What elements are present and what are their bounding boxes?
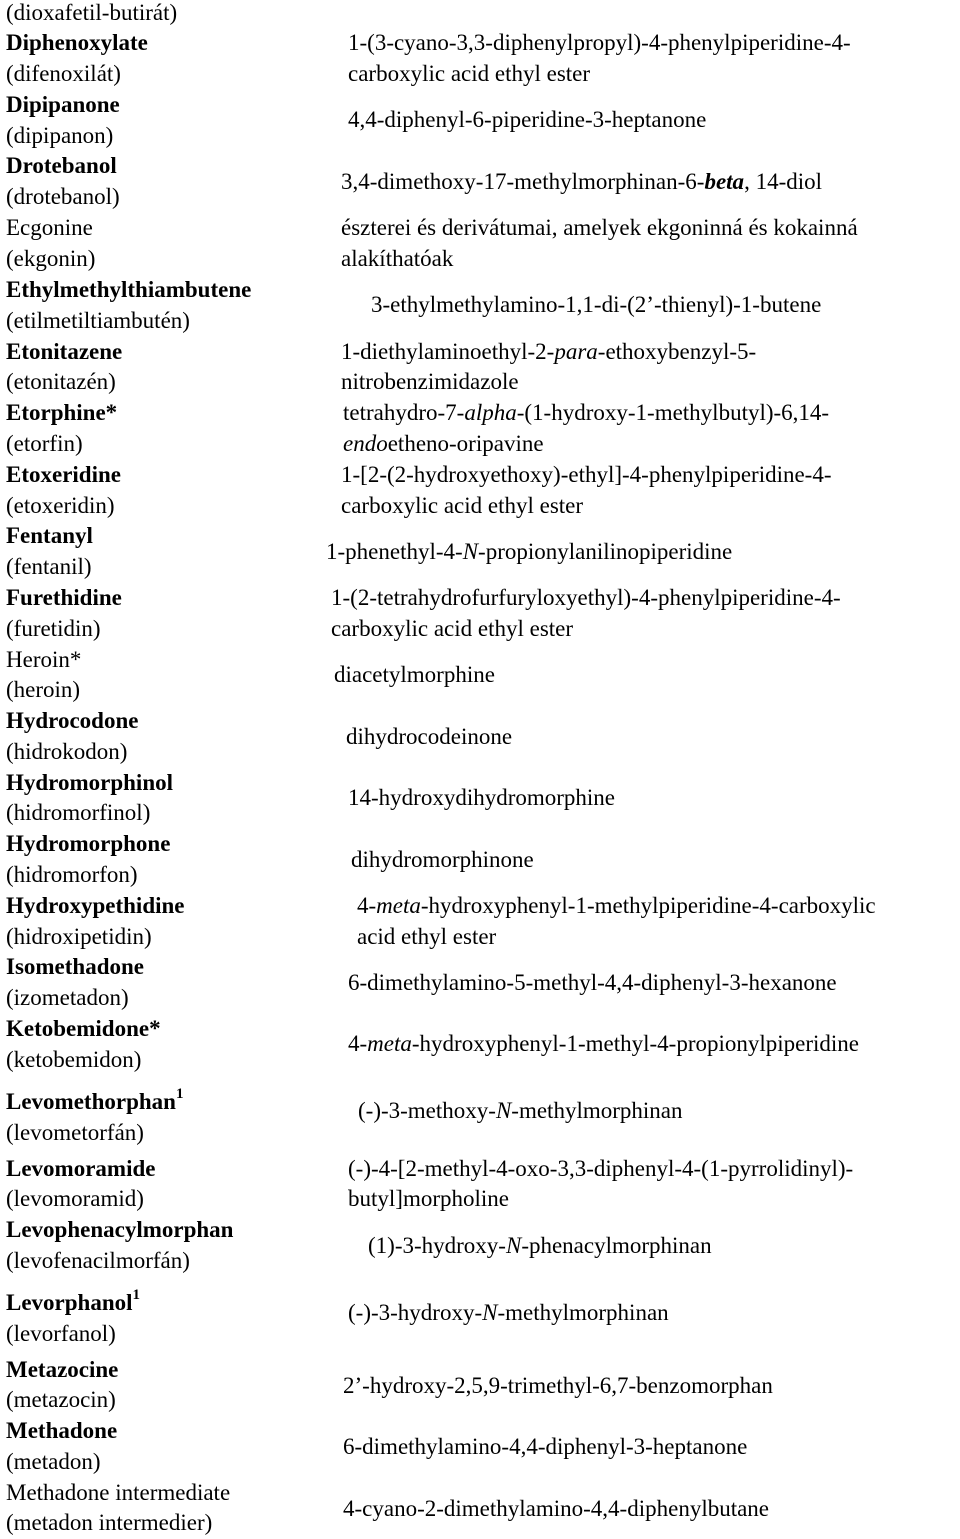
entry-chemical-name: 4,4-diphenyl-6-piperidine-3-heptanone: [348, 107, 707, 132]
entry-name: Ketobemidone*: [6, 1016, 161, 1041]
entry-chemical-name: 4-cyano-2-dimethylamino-4,4-diphenylbutane: [343, 1496, 770, 1521]
entry-name: Furethidine: [6, 585, 122, 610]
entry-chemical-name: 3,4-dimethoxy-17-methylmorphinan-6-beta, 14-diol: [341, 169, 823, 194]
entry-name: Methadone intermediate: [6, 1480, 231, 1505]
entry-chemical-name-cont: acid ethyl ester: [357, 924, 497, 949]
entry-chemical-name: (-)-4-[2-methyl-4-oxo-3,3-diphenyl-4-(1-pyrrolidinyl)-: [348, 1156, 854, 1181]
entry-hungarian-name: (metadon): [6, 1449, 101, 1474]
entry-hungarian-name: (dipipanon): [6, 123, 114, 148]
entry-chemical-name-cont: nitrobenzimidazole: [341, 369, 519, 394]
entry-chemical-name: 1-diethylaminoethyl-2-para-ethoxybenzyl-5-: [341, 339, 757, 364]
entry-hungarian-name: (etilmetiltiambutén): [6, 308, 190, 333]
entry-hungarian-name: (levometorfán): [6, 1120, 144, 1145]
entry-name: Isomethadone: [6, 954, 145, 979]
entry-hungarian-name: (metazocin): [6, 1387, 116, 1412]
entry-name: Diphenoxylate: [6, 30, 148, 55]
entry-chemical-name: 1-[2-(2-hydroxyethoxy)-ethyl]-4-phenylpiperidine-4-: [341, 462, 832, 487]
entry-hungarian-name: (metadon intermedier): [6, 1510, 213, 1535]
entry-name: Drotebanol: [6, 153, 117, 178]
entry-chemical-name: 4-meta-hydroxyphenyl-1-methylpiperidine-4-carboxylic: [357, 893, 876, 918]
entry-name: Hydroxypethidine: [6, 893, 185, 918]
entry-chemical-name: észterei és derivátumai, amelyek ekgoninná és kokainná: [341, 215, 858, 240]
entry-hungarian-name: (difenoxilát): [6, 61, 121, 86]
entry-name: Levophenacylmorphan: [6, 1217, 234, 1242]
entry-hungarian-name: (etorfin): [6, 431, 83, 456]
entry-name: Etorphine*: [6, 400, 118, 425]
entry-chemical-name-cont: carboxylic acid ethyl ester: [341, 493, 584, 518]
entry-hungarian-name: (furetidin): [6, 616, 101, 641]
entry-hungarian-name: (etoxeridin): [6, 493, 115, 518]
footnote-marker: 1: [175, 1086, 184, 1103]
entry-hungarian-name: (drotebanol): [6, 184, 120, 209]
entry-chemical-name: dihydromorphinone: [351, 847, 534, 872]
footnote-marker: 1: [132, 1287, 141, 1304]
entry-hungarian-name: (izometadon): [6, 985, 129, 1010]
entry-chemical-name: (1)-3-hydroxy-N-phenacylmorphinan: [368, 1233, 712, 1258]
entry-hungarian-name: (hidromorfon): [6, 862, 138, 887]
entry-chemical-name-cont: endoetheno-oripavine: [343, 431, 544, 456]
entry-chemical-name-cont: carboxylic acid ethyl ester: [331, 616, 574, 641]
entry-name: Ecgonine: [6, 215, 93, 240]
entry-chemical-name: dihydrocodeinone: [346, 724, 513, 749]
entry-chemical-name-cont: carboxylic acid ethyl ester: [348, 61, 591, 86]
entry-chemical-name: diacetylmorphine: [334, 662, 495, 687]
entry-chemical-name: (-)-3-methoxy-N-methylmorphinan: [358, 1098, 683, 1123]
entry-hungarian-name: (levorfanol): [6, 1321, 116, 1346]
entry-chemical-name: tetrahydro-7-alpha-(1-hydroxy-1-methylbutyl)-6,14-: [343, 400, 830, 425]
entry-chemical-name: 4-meta-hydroxyphenyl-1-methyl-4-propionylpiperidine: [348, 1031, 860, 1056]
entry-chemical-name: 3-ethylmethylamino-1,1-di-(2’-thienyl)-1-butene: [371, 292, 822, 317]
entry-chemical-name-cont: alakíthatóak: [341, 246, 454, 271]
entry-hungarian-name: (ekgonin): [6, 246, 96, 271]
entry-name: Ethylmethylthiambutene: [6, 277, 252, 302]
entry-hungarian-name: (heroin): [6, 677, 81, 702]
entry-hungarian-name: (levofenacilmorfán): [6, 1248, 190, 1273]
entry-chemical-name: (-)-3-hydroxy-N-methylmorphinan: [348, 1300, 669, 1325]
top-fragment-text: (dioxafetil-butirát): [6, 0, 178, 25]
entry-hungarian-name: (fentanil): [6, 554, 92, 579]
entry-chemical-name: 14-hydroxydihydromorphine: [348, 785, 616, 810]
entry-name: Levorphanol$^1$: [6, 1287, 141, 1315]
entry-name: Etoxeridine: [6, 462, 121, 487]
entry-name: Etonitazene: [6, 339, 123, 364]
entry-hungarian-name: (hidroxipetidin): [6, 924, 152, 949]
entry-name: Levomoramide: [6, 1156, 156, 1181]
entry-hungarian-name: (hidromorfinol): [6, 800, 151, 825]
entry-name: Hydromorphone: [6, 831, 171, 856]
entry-name: Levomethorphan$^1$: [6, 1086, 184, 1114]
entry-chemical-name-cont: butyl]morpholine: [348, 1186, 509, 1211]
entry-name: Metazocine: [6, 1357, 119, 1382]
entry-chemical-name: 6-dimethylamino-5-methyl-4,4-diphenyl-3-hexanone: [348, 970, 837, 995]
entry-name: Hydromorphinol: [6, 770, 173, 795]
entry-hungarian-name: (etonitazén): [6, 369, 116, 394]
entry-name: Hydrocodone: [6, 708, 139, 733]
entry-chemical-name: 2’-hydroxy-2,5,9-trimethyl-6,7-benzomorphan: [343, 1373, 773, 1398]
entry-name: Heroin*: [6, 647, 82, 672]
entry-name: Methadone: [6, 1418, 118, 1443]
entry-chemical-name: 1-(2-tetrahydrofurfuryloxyethyl)-4-phenylpiperidine-4-: [331, 585, 841, 610]
entry-name: Dipipanone: [6, 92, 120, 117]
entry-chemical-name: 1-(3-cyano-3,3-diphenylpropyl)-4-phenylpiperidine-4-: [348, 30, 851, 55]
entry-hungarian-name: (levomoramid): [6, 1186, 144, 1211]
entry-chemical-name: 6-dimethylamino-4,4-diphenyl-3-heptanone: [343, 1434, 748, 1459]
entry-hungarian-name: (ketobemidon): [6, 1047, 142, 1072]
entry-chemical-name: 1-phenethyl-4-N-propionylanilinopiperidine: [326, 539, 733, 564]
entry-name: Fentanyl: [6, 523, 93, 548]
entry-hungarian-name: (hidrokodon): [6, 739, 128, 764]
